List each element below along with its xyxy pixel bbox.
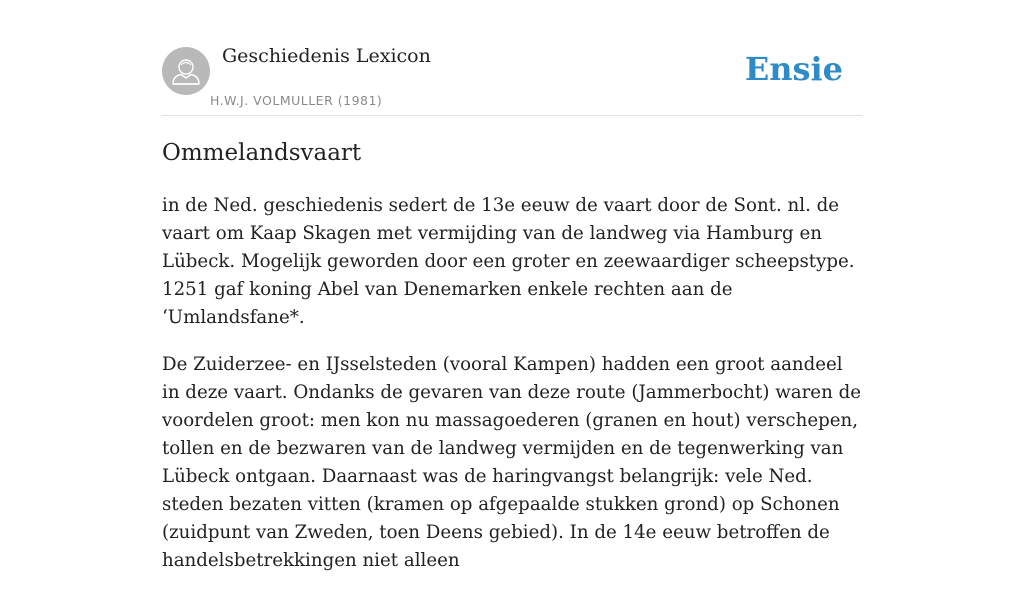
source-title-link[interactable]: Geschiedenis Lexicon — [222, 45, 431, 67]
avatar[interactable] — [162, 47, 210, 95]
article-paragraph: De Zuiderzee- en IJsselsteden (vooral Kampen) hadden een groot aandeel in deze vaart. Ondanks de gevaren van deze route (Jammerbocht) waren de voordelen groot: men kon nu massagoederen (granen en hout) verschepen, tollen en de bezwaren van de landweg vermijden en de tegenwerking van Lübeck ontgaan. Daarnaast was de haringvangst belangrijk: vele Ned. steden bezaten vitten (kramen op afgepaalde stukken grond) op Schonen (zuidpunt van Zweden, toen Deens gebied). In de 14e eeuw betroffen de handelsbetrekkingen niet alleen — [162, 354, 861, 571]
article-title: Ommelandsvaart — [162, 140, 362, 166]
brand-logo-link[interactable]: Ensie — [744, 50, 843, 88]
page-container — [162, 0, 862, 571]
source-author-link[interactable]: H.W.J. VOLMULLER (1981) — [210, 93, 383, 108]
article-body — [162, 192, 862, 594]
source-header — [162, 0, 862, 116]
article-paragraph: in de Ned. geschiedenis sedert de 13e eeuw de vaart door de Sont. nl. de vaart om Kaap Skagen met vermijding van de landweg via Hamburg en Lübeck. Mogelijk geworden door een groter en zeewaardiger scheepstype. 1251 gaf koning Abel van Denemarken enkele rechten aan de ‘Umlandsfane*. — [162, 195, 855, 328]
user-outline-icon — [162, 47, 210, 95]
